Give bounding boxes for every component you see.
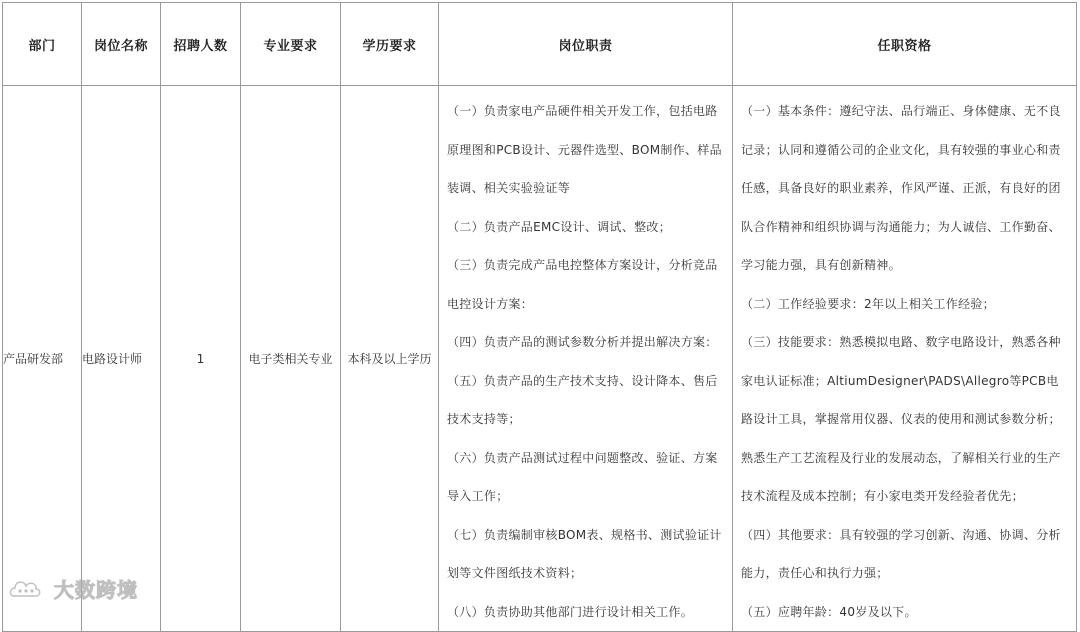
watermark-text: 大数跨境	[54, 578, 138, 602]
header-education: 学历要求	[341, 3, 439, 86]
cell-qualifications	[733, 86, 1077, 632]
duty-item: （一）负责家电产品硬件相关开发工作，包括电路原理图和PCB设计、元器件选型、BOM制作、样品装调、相关实验验证等	[447, 104, 722, 195]
qualification-item: （五）应聘年龄：40岁及以下。	[741, 604, 917, 619]
cell-education: 本科及以上学历	[341, 86, 439, 632]
duty-item: （二）负责产品EMC设计、调试、整改；	[447, 219, 672, 234]
header-duties: 岗位职责	[439, 3, 733, 86]
duty-item: （六）负责产品测试过程中问题整改、验证、方案导入工作；	[447, 450, 718, 503]
cell-duties	[439, 86, 733, 632]
job-table	[2, 2, 1077, 632]
cell-major: 电子类相关专业	[241, 86, 341, 632]
cell-department: 产品研发部	[3, 86, 82, 632]
header-major: 专业要求	[241, 3, 341, 86]
cell-headcount: 1	[161, 86, 241, 632]
qualification-item: （四）其他要求：具有较强的学习创新、沟通、协调、分析能力，责任心和执行力强；	[741, 527, 1061, 580]
table-row	[3, 86, 1077, 632]
cell-position: 电路设计师	[82, 86, 161, 632]
header-department: 部门	[3, 3, 82, 86]
qualification-item: （三）技能要求：熟悉模拟电路、数字电路设计，熟悉各种家电认证标准；AltiumDesigner\PADS\Allegro等PCB电路设计工具，掌握常用仪器、仪表的使用和测试参数分析；熟悉生产工艺流程及行业的发展动态，了解相关行业的生产技术流程及成本控制；有小家电类开发经验者优先；	[741, 335, 1061, 503]
duty-item: （五）负责产品的生产技术支持、设计降本、售后技术支持等；	[447, 373, 718, 426]
duty-item: （八）负责协助其他部门进行设计相关工作。	[447, 604, 694, 619]
qualification-item: （二）工作经验要求：2年以上相关工作经验；	[741, 296, 995, 311]
duty-item: （七）负责编制审核BOM表、规格书、测试验证计划等文件图纸技术资料；	[447, 527, 722, 580]
duty-item: （四）负责产品的测试参数分析并提出解决方案：	[447, 335, 718, 349]
watermark	[8, 574, 138, 603]
header-headcount: 招聘人数	[161, 3, 241, 86]
header-row	[3, 3, 1077, 86]
duty-item: （三）负责完成产品电控整体方案设计，分析竞品电控设计方案：	[447, 258, 718, 311]
qualification-item: （一）基本条件：遵纪守法、品行端正、身体健康、无不良记录；认同和遵循公司的企业文化，具有较强的事业心和责任感，具备良好的职业素养，作风严谨、正派，有良好的团队合作精神和组织协调与沟通能力；为人诚信、工作勤奋、学习能力强，具有创新精神。	[741, 104, 1061, 272]
header-position-name: 岗位名称	[82, 3, 161, 86]
cloud-logo-icon	[8, 576, 50, 602]
header-qualifications: 任职资格	[733, 3, 1077, 86]
